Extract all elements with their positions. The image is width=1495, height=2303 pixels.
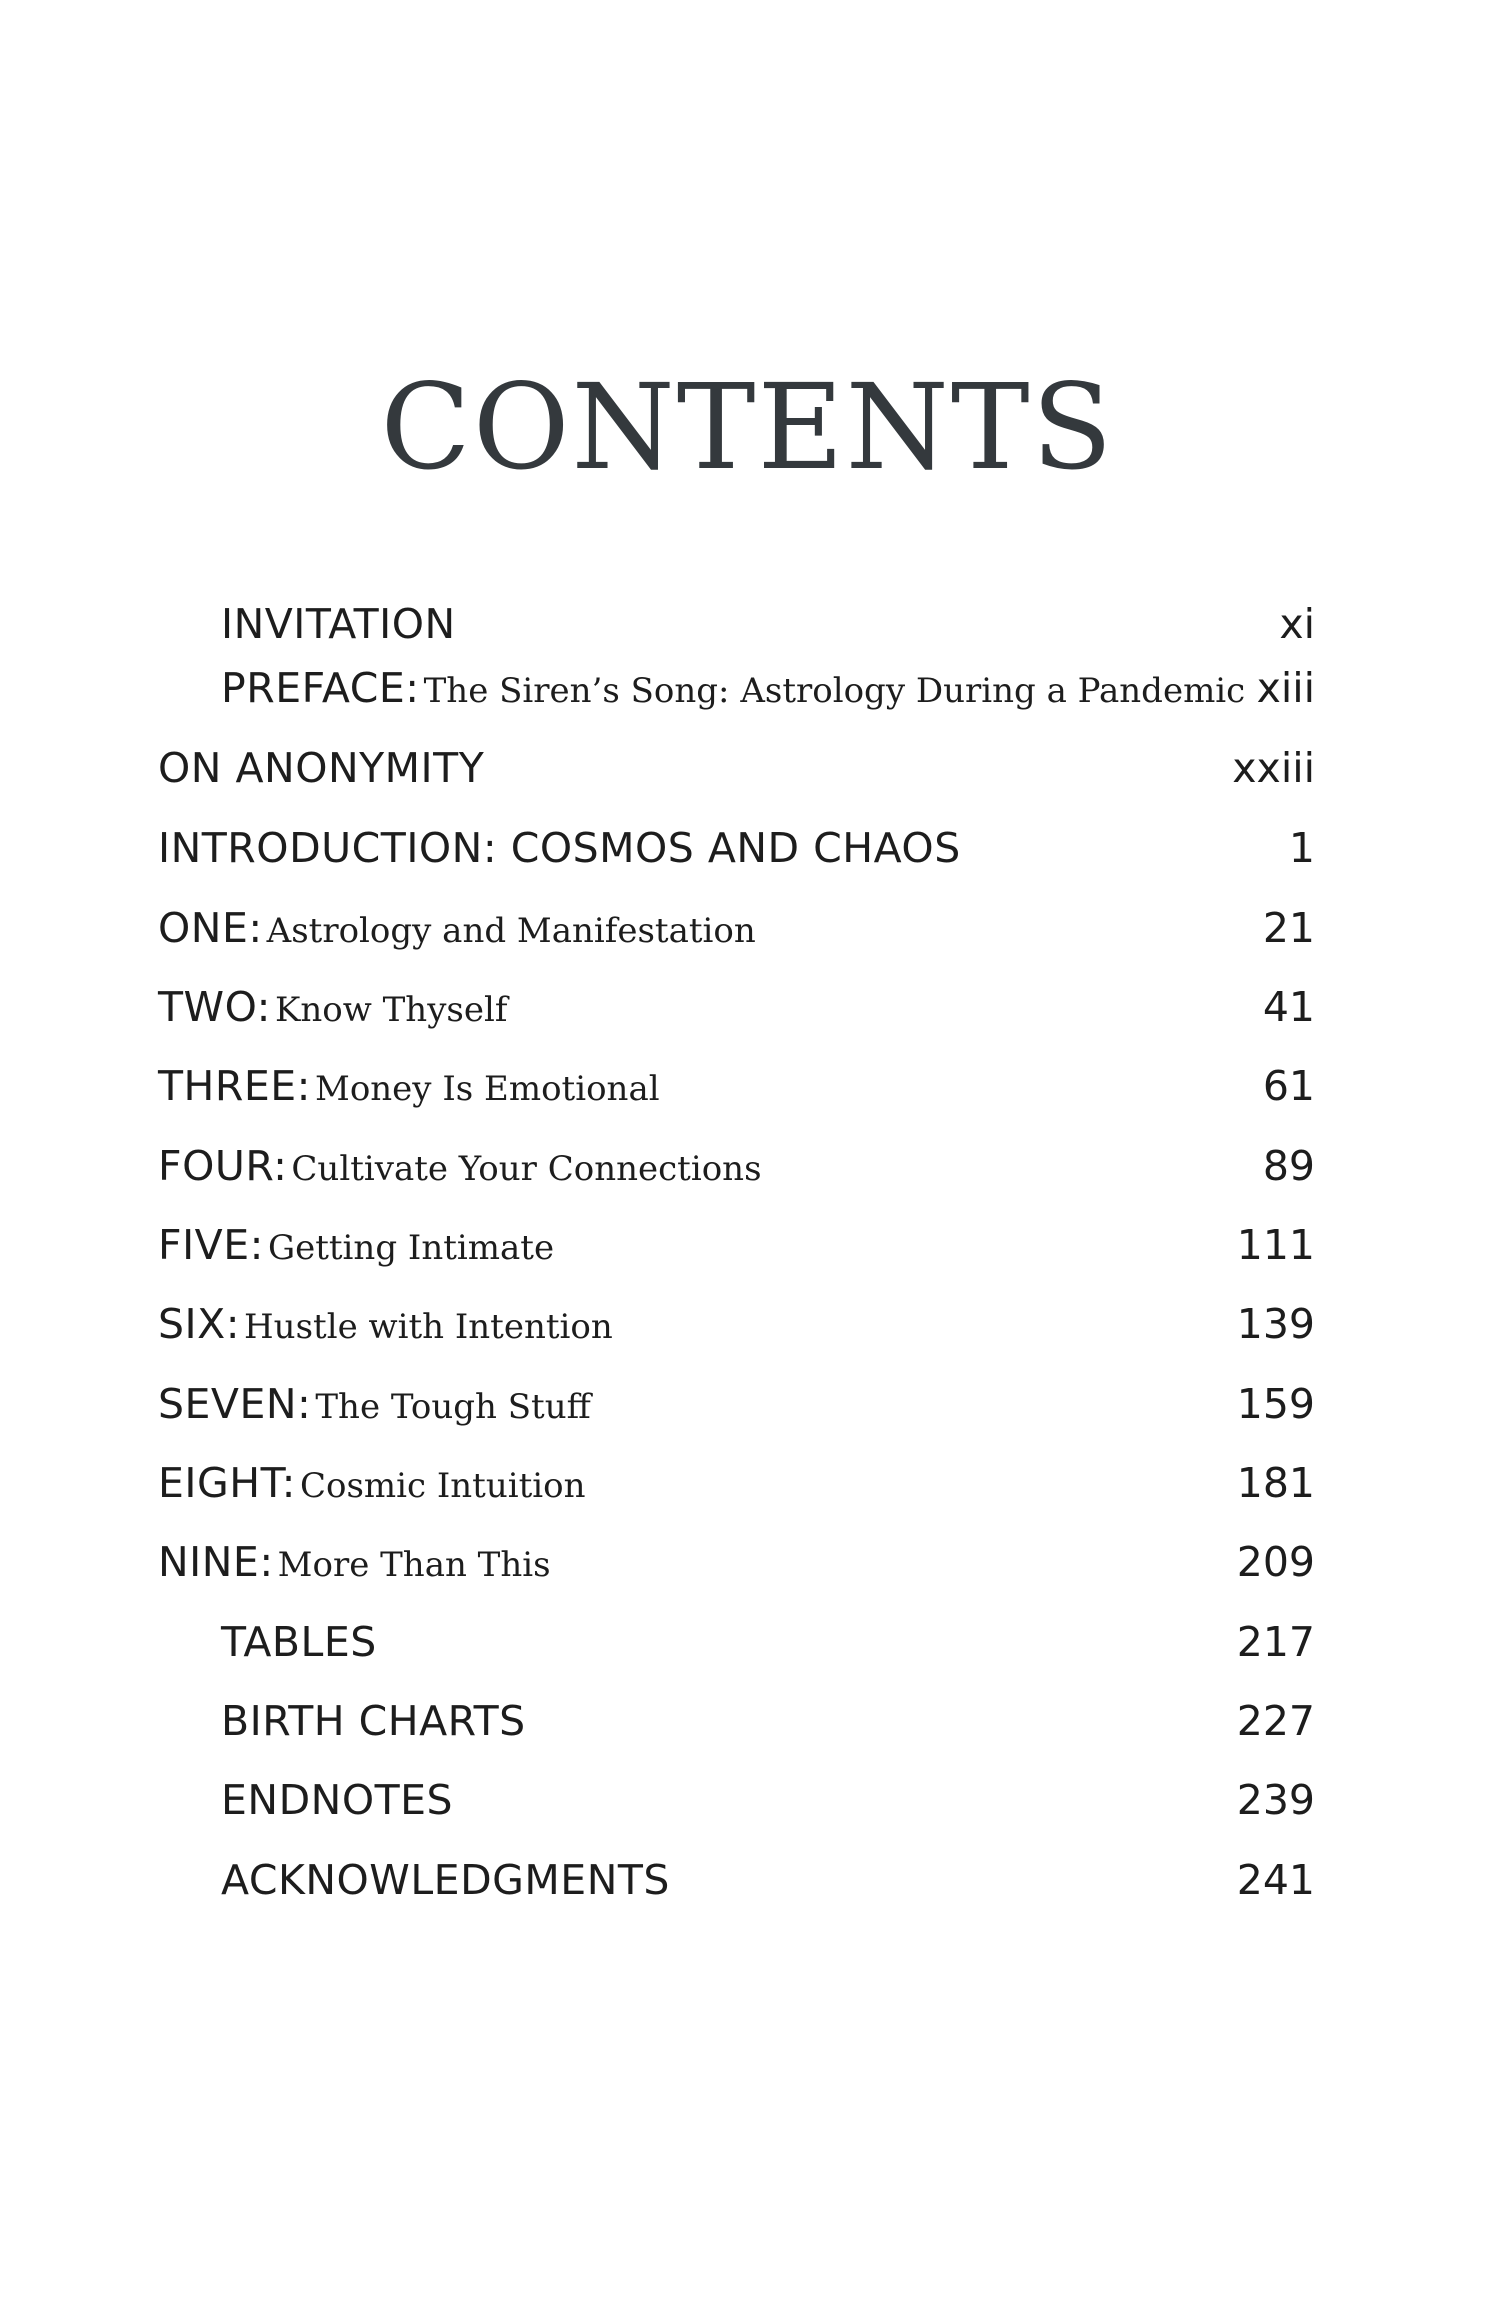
toc-entry-label <box>158 1134 762 1198</box>
toc-entry-subtitle: Getting Intimate <box>267 1228 555 1268</box>
toc-entry-chapter-one[interactable] <box>0 896 1495 960</box>
toc-entry-label <box>158 816 961 880</box>
toc-entry-prefix: INTRODUCTION: COSMOS AND CHAOS <box>158 824 961 872</box>
toc-entry-subtitle: The Siren’s Song: Astrology During a Pandemic <box>423 671 1246 711</box>
toc-entry-prefix: THREE: <box>158 1062 311 1110</box>
toc-entry-prefix: PREFACE: <box>221 664 420 712</box>
toc-page-number: 209 <box>1236 1538 1315 1586</box>
toc-entry-subtitle: Know Thyself <box>274 990 508 1030</box>
toc-entry-label <box>158 1292 613 1356</box>
toc-page-number: 227 <box>1236 1697 1315 1745</box>
toc-entry-prefix: SIX: <box>158 1300 241 1348</box>
toc-entry-prefix: INVITATION <box>221 600 456 648</box>
toc-entry-prefix: ON ANONYMITY <box>158 744 485 792</box>
toc-entry-subtitle: The Tough Stuff <box>315 1387 591 1427</box>
toc-entry-chapter-five[interactable] <box>0 1213 1495 1277</box>
toc-page-number: 239 <box>1236 1776 1315 1824</box>
toc-entry-endnotes[interactable] <box>0 1768 1495 1832</box>
toc-page-number: 111 <box>1236 1221 1315 1269</box>
toc-entry-invitation[interactable] <box>0 592 1495 656</box>
toc-page-number: 159 <box>1236 1380 1315 1428</box>
toc-entry-chapter-seven[interactable] <box>0 1372 1495 1436</box>
toc-entry-prefix: BIRTH CHARTS <box>221 1697 526 1745</box>
toc-page-number: 241 <box>1236 1856 1315 1904</box>
toc-entry-prefix: NINE: <box>158 1538 274 1586</box>
toc-page-number: 181 <box>1236 1459 1315 1507</box>
toc-entry-on-anonymity[interactable] <box>0 736 1495 800</box>
toc-entry-label <box>221 592 456 656</box>
toc-entry-subtitle: Money Is Emotional <box>315 1069 660 1109</box>
toc-page-number: 89 <box>1262 1142 1315 1190</box>
toc-page-number: 61 <box>1262 1062 1315 1110</box>
toc-entry-chapter-three[interactable] <box>0 1054 1495 1118</box>
toc-entry-chapter-six[interactable] <box>0 1292 1495 1356</box>
toc-entry-subtitle: Hustle with Intention <box>244 1307 613 1347</box>
toc-entry-tables[interactable] <box>0 1610 1495 1674</box>
toc-entry-chapter-four[interactable] <box>0 1134 1495 1198</box>
toc-page-number: xiii <box>1256 664 1315 712</box>
toc-entry-label <box>158 736 484 800</box>
toc-entry-label <box>221 656 1245 720</box>
toc-entry-prefix: FOUR: <box>158 1142 288 1190</box>
toc-page-number: 21 <box>1262 904 1315 952</box>
toc-entry-prefix: SEVEN: <box>158 1380 312 1428</box>
toc-entry-chapter-two[interactable] <box>0 975 1495 1039</box>
toc-page-number: xi <box>1279 600 1315 648</box>
toc-entry-subtitle: More Than This <box>277 1545 551 1585</box>
toc-entry-prefix: EIGHT: <box>158 1459 296 1507</box>
toc-entry-label <box>158 1213 554 1277</box>
toc-entry-label <box>158 896 756 960</box>
toc-entry-prefix: ENDNOTES <box>221 1776 454 1824</box>
toc-entry-acknowledgments[interactable] <box>0 1848 1495 1912</box>
toc-entry-subtitle: Cultivate Your Connections <box>291 1149 762 1189</box>
toc-entry-chapter-eight[interactable] <box>0 1451 1495 1515</box>
toc-entry-subtitle: Cosmic Intuition <box>299 1466 586 1506</box>
toc-entry-label <box>221 1768 453 1832</box>
toc-entry-chapter-nine[interactable] <box>0 1530 1495 1594</box>
toc-page-number: 139 <box>1236 1300 1315 1348</box>
toc-entry-prefix: TABLES <box>221 1618 377 1666</box>
toc-entry-prefix: ONE: <box>158 904 263 952</box>
toc-entry-label <box>158 1054 660 1118</box>
toc-page-number: 1 <box>1288 824 1315 872</box>
toc-page-number: 217 <box>1236 1618 1315 1666</box>
toc-entry-label <box>221 1689 526 1753</box>
toc-entry-label <box>158 975 507 1039</box>
toc-entry-label <box>158 1530 551 1594</box>
toc-entry-prefix: ACKNOWLEDGMENTS <box>221 1856 670 1904</box>
toc-entry-introduction[interactable] <box>0 816 1495 880</box>
toc-entry-prefix: TWO: <box>158 983 271 1031</box>
toc-entry-label <box>221 1610 377 1674</box>
toc-entry-birth-charts[interactable] <box>0 1689 1495 1753</box>
toc-entry-label <box>158 1372 591 1436</box>
toc-page-number: xxiii <box>1232 744 1315 792</box>
toc-entry-preface[interactable] <box>0 656 1495 720</box>
toc-entry-prefix: FIVE: <box>158 1221 264 1269</box>
page-title: CONTENTS <box>380 358 1115 497</box>
toc-entry-label <box>158 1451 586 1515</box>
toc-entry-label <box>221 1848 670 1912</box>
toc-entry-subtitle: Astrology and Manifestation <box>266 911 756 951</box>
toc-page-number: 41 <box>1262 983 1315 1031</box>
